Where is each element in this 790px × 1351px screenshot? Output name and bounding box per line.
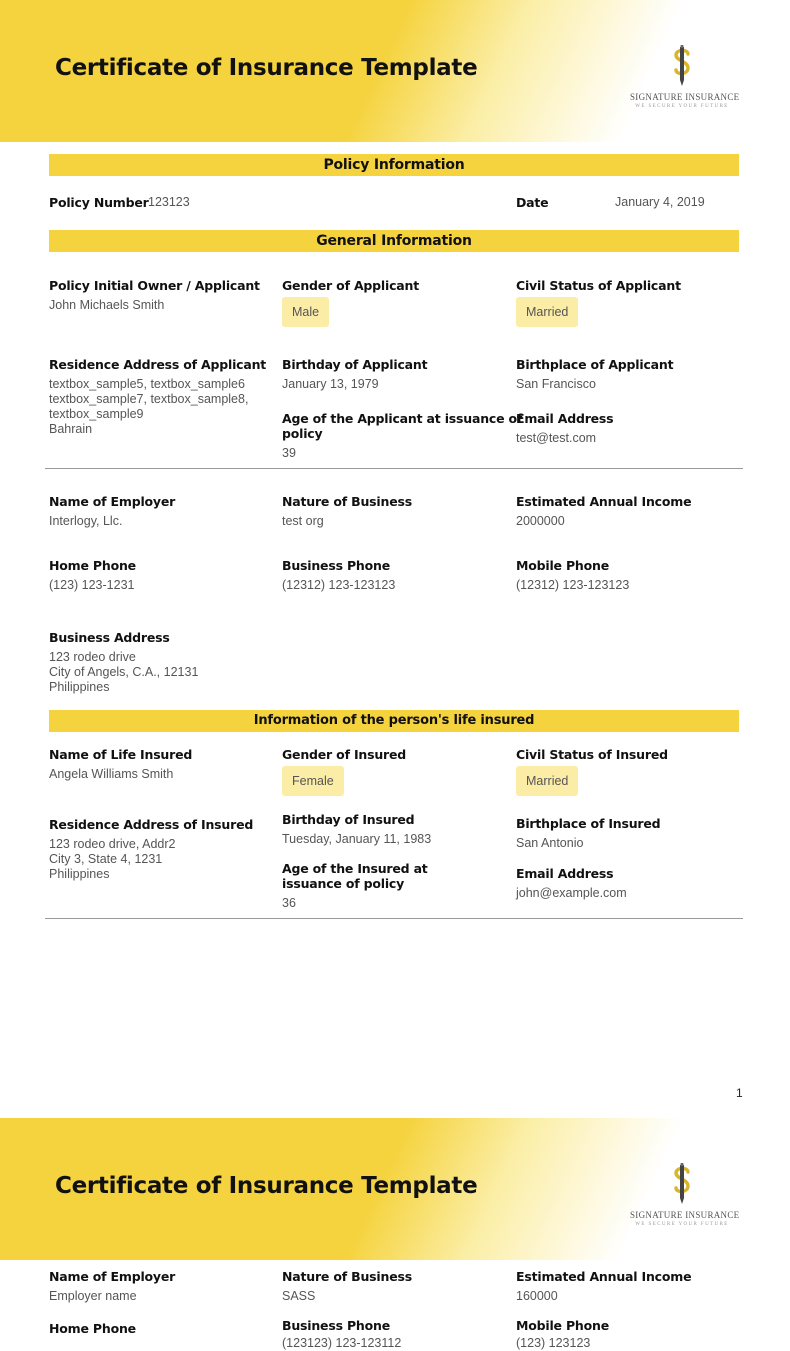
mobile-phone-value: (12312) 123-123123 [516,578,630,592]
business-phone-value: (12312) 123-123123 [282,578,396,592]
business-phone-label: Business Phone [282,1318,390,1333]
applicant-email-label: Email Address [516,411,614,426]
policy-number-label: Policy Number [49,195,149,210]
mobile-phone-value: (123) 123123 [516,1336,591,1350]
annual-income-label: Estimated Annual Income [516,494,692,509]
logo-tagline: WE SECURE YOUR FUTURE [635,104,729,109]
mobile-phone-label: Mobile Phone [516,1318,609,1333]
applicant-civil-status-chip: Married [516,297,578,327]
page-header [0,1118,790,1260]
business-address-label: Business Address [49,630,170,645]
employer-label: Name of Employer [49,1269,176,1284]
annual-income-value: 2000000 [516,514,565,528]
applicant-residence-label: Residence Address of Applicant [49,357,267,372]
employer-value: Employer name [49,1289,137,1303]
insured-residence-value: 123 rodeo drive, Addr2 City 3, State 4, 1231 Philippines [49,837,176,881]
applicant-age-label: Age of the Applicant at issuance of policy [282,411,523,441]
applicant-residence-value: textbox_sample5, textbox_sample6 textbox_sample7, textbox_sample8, textbox_sample9 Bahrain [49,377,249,436]
applicant-birthplace-label: Birthplace of Applicant [516,357,674,372]
home-phone-label: Home Phone [49,1321,136,1336]
date-value: January 4, 2019 [615,195,705,209]
mobile-phone-label: Mobile Phone [516,558,609,573]
insured-birthplace-label: Birthplace of Insured [516,816,661,831]
insured-name-label: Name of Life Insured [49,747,193,762]
insured-residence-label: Residence Address of Insured [49,817,254,832]
insured-age-value: 36 [282,896,296,910]
company-logo [630,1162,740,1227]
logo-tagline: WE SECURE YOUR FUTURE [635,1222,729,1227]
applicant-birthplace-value: San Francisco [516,377,596,391]
business-address-value: 123 rodeo drive City of Angels, C.A., 12131 Philippines [49,650,199,694]
applicant-gender-chip: Male [282,297,329,327]
document-title: Certificate of Insurance Template [55,55,478,81]
nature-of-business-label: Nature of Business [282,494,412,509]
owner-label: Policy Initial Owner / Applicant [49,278,260,293]
insured-birthplace-value: San Antonio [516,836,584,850]
insured-email-value: john@example.com [516,886,627,900]
general-information-heading: General Information [49,230,739,252]
annual-income-value: 160000 [516,1289,558,1303]
employer-value: Interlogy, Llc. [49,514,123,528]
applicant-gender-label: Gender of Applicant [282,278,420,293]
applicant-birthday-value: January 13, 1979 [282,377,379,391]
logo-brand: SIGNATURE INSURANCE [630,92,740,102]
insured-gender-chip: Female [282,766,344,796]
policy-number-value: 123123 [148,195,190,209]
insured-name-value: Angela Williams Smith [49,767,174,781]
insured-age-label: Age of the Insured at issuance of policy [282,861,428,891]
document-title: Certificate of Insurance Template [55,1173,478,1199]
section-divider [45,468,743,469]
insured-birthday-value: Tuesday, January 11, 1983 [282,832,432,846]
annual-income-label: Estimated Annual Income [516,1269,692,1284]
insured-civil-status-chip: Married [516,766,578,796]
insured-civil-status-label: Civil Status of Insured [516,747,668,762]
nature-of-business-value: SASS [282,1289,316,1303]
policy-information-heading: Policy Information [49,154,739,176]
applicant-birthday-label: Birthday of Applicant [282,357,428,372]
company-logo [630,44,740,109]
home-phone-label: Home Phone [49,558,136,573]
owner-value: John Michaels Smith [49,298,165,312]
section-divider [45,918,743,919]
logo-brand: SIGNATURE INSURANCE [630,1210,740,1220]
dollar-pen-icon [668,1162,696,1206]
insured-information-heading: Information of the person's life insured [49,710,739,732]
applicant-age-value: 39 [282,446,296,460]
business-phone-value: (123123) 123-123112 [282,1336,402,1350]
insured-email-label: Email Address [516,866,614,881]
page-header [0,0,790,142]
employer-label: Name of Employer [49,494,176,509]
nature-of-business-value: test org [282,514,324,528]
page-number: 1 [736,1086,743,1100]
insured-gender-label: Gender of Insured [282,747,407,762]
business-phone-label: Business Phone [282,558,390,573]
insured-birthday-label: Birthday of Insured [282,812,415,827]
dollar-pen-icon [668,44,696,88]
home-phone-value: (123) 123-1231 [49,578,135,592]
applicant-civil-status-label: Civil Status of Applicant [516,278,681,293]
applicant-email-value: test@test.com [516,431,597,445]
date-label: Date [516,195,549,210]
nature-of-business-label: Nature of Business [282,1269,412,1284]
